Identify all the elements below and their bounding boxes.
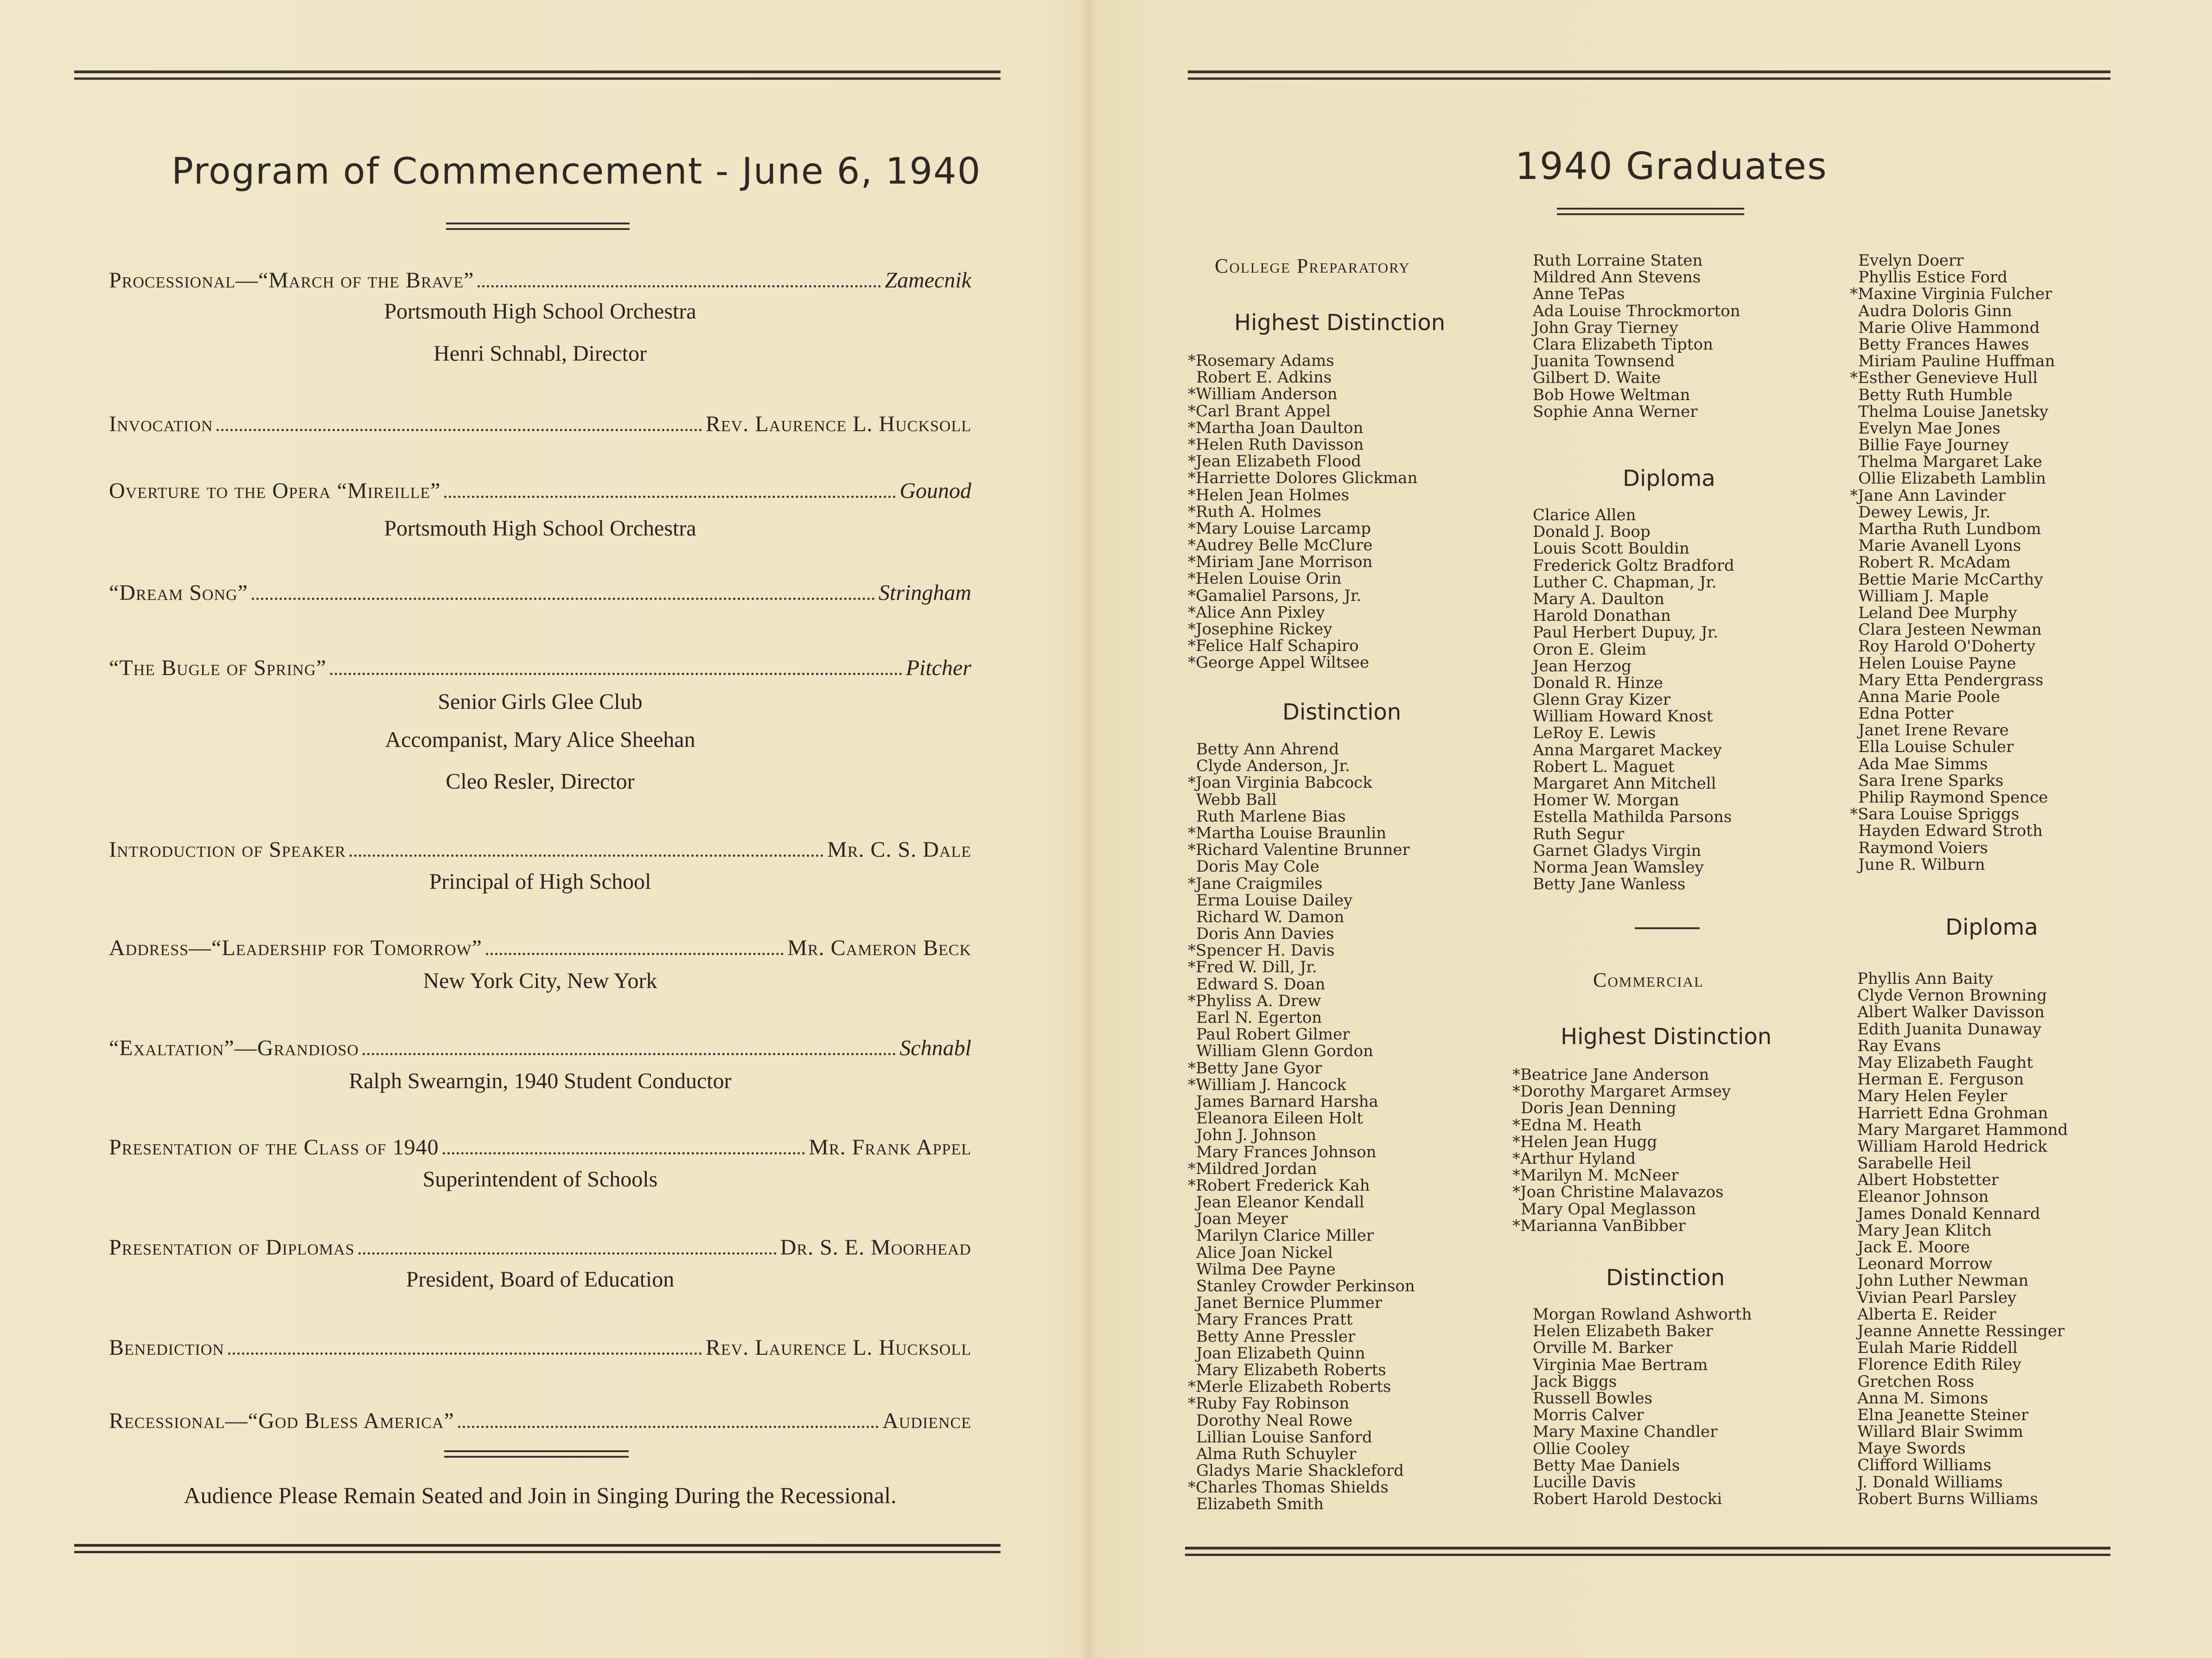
graduate-name: James Barnard Harsha	[1196, 1092, 1378, 1111]
program-item-title: Introduction of Speaker	[109, 837, 346, 862]
graduate-name: Helen Elizabeth Baker	[1533, 1322, 1713, 1341]
graduate-name: Mary Maxine Chandler	[1533, 1422, 1718, 1441]
graduate-name: Earl N. Egerton	[1196, 1008, 1322, 1027]
graduate-name: Alberta E. Reider	[1857, 1305, 1996, 1324]
dot-leader	[443, 1152, 805, 1154]
graduate-name: Vivian Pearl Parsley	[1857, 1288, 2017, 1307]
cp-highest-distinction-heading: Highest Distinction	[1234, 310, 1446, 336]
graduate-name: *Helen Jean Holmes	[1188, 485, 1350, 504]
bottom-rule-right	[1185, 1547, 2110, 1556]
graduate-name: Harold Donathan	[1533, 606, 1671, 625]
graduate-name: *Fred W. Dill, Jr.	[1188, 958, 1317, 977]
graduate-name: Betty Ann Ahrend	[1196, 740, 1339, 759]
graduate-name: *Helen Louise Orin	[1188, 569, 1342, 588]
graduate-name: John Gray Tierney	[1533, 318, 1678, 337]
graduate-name: Bettie Marie McCarthy	[1858, 570, 2043, 589]
graduate-name: *Merle Elizabeth Roberts	[1188, 1377, 1391, 1397]
graduate-name: *William J. Hancock	[1188, 1075, 1346, 1094]
graduate-name: *Ruby Fay Robinson	[1188, 1394, 1350, 1413]
program-item-performer: Zamecnik	[885, 268, 971, 293]
graduate-name: Ruth Lorraine Staten	[1533, 251, 1703, 270]
graduate-name: *Gamaliel Parsons, Jr.	[1188, 586, 1362, 605]
top-rule-left	[74, 70, 1001, 80]
graduate-name: Wilma Dee Payne	[1196, 1260, 1336, 1279]
graduate-name: Clifford Williams	[1857, 1456, 1992, 1475]
program-item-performer: Mr. Frank Appel	[809, 1135, 971, 1160]
graduate-name: Mary Margaret Hammond	[1857, 1120, 2068, 1139]
graduate-name: *Phyliss A. Drew	[1188, 991, 1321, 1010]
graduate-name: Paul Robert Gilmer	[1196, 1025, 1350, 1044]
graduate-name: Erma Louise Dailey	[1196, 891, 1353, 910]
graduate-name: Clyde Anderson, Jr.	[1196, 757, 1350, 776]
graduate-name: Billie Faye Journey	[1858, 436, 2009, 455]
graduate-name: Doris Ann Davies	[1196, 925, 1334, 944]
graduate-name: Juanita Townsend	[1533, 352, 1675, 371]
graduate-name: Oron E. Gleim	[1533, 640, 1647, 659]
graduate-name: Garnet Gladys Virgin	[1533, 841, 1702, 860]
graduate-name: *Alice Ann Pixley	[1188, 603, 1325, 622]
graduate-name: *Joan Christine Malavazos	[1512, 1183, 1724, 1202]
program-item-performer: Schnabl	[899, 1036, 971, 1060]
graduate-name: Bob Howe Weltman	[1533, 385, 1690, 404]
graduate-name: Betty Frances Hawes	[1858, 335, 2029, 354]
graduate-name: Albert Walker Davisson	[1857, 1003, 2045, 1022]
program-item-title: Presentation of Diplomas	[109, 1235, 355, 1260]
program-item-detail: New York City, New York	[423, 969, 657, 993]
dot-leader	[358, 1252, 777, 1255]
graduate-name: *Helen Ruth Davisson	[1188, 435, 1364, 454]
graduate-name: LeRoy E. Lewis	[1533, 724, 1656, 743]
com-distinction-heading: Distinction	[1606, 1265, 1725, 1291]
graduate-name: Leonard Morrow	[1857, 1255, 1993, 1274]
dot-leader	[330, 673, 902, 675]
program-item-performer: Stringham	[878, 580, 971, 605]
graduate-name: *Betty Jane Gyor	[1188, 1059, 1322, 1078]
program-item-detail: Accompanist, Mary Alice Sheehan	[385, 727, 695, 752]
graduate-name: William Harold Hedrick	[1857, 1137, 2047, 1156]
com-highest-distinction-heading: Highest Distinction	[1561, 1024, 1772, 1050]
graduate-name: Mildred Ann Stevens	[1533, 268, 1701, 287]
graduate-name: Mary Jean Klitch	[1857, 1221, 1992, 1240]
top-rule-right	[1188, 70, 2110, 80]
graduate-name: *Carl Brant Appel	[1188, 402, 1331, 421]
graduate-name: Joan Meyer	[1196, 1210, 1288, 1229]
cp-diploma-heading: Diploma	[1623, 466, 1715, 491]
graduate-name: Dorothy Neal Rowe	[1196, 1411, 1353, 1430]
graduate-name: *Robert Frederick Kah	[1188, 1176, 1370, 1195]
graduate-name: Alice Joan Nickel	[1196, 1243, 1333, 1262]
graduate-name: Estella Mathilda Parsons	[1533, 808, 1732, 827]
dot-leader	[350, 855, 823, 857]
graduate-name: Clara Elizabeth Tipton	[1533, 335, 1713, 354]
graduate-name: Donald R. Hinze	[1533, 673, 1664, 692]
program-row	[109, 1333, 971, 1360]
graduate-name: Elna Jeanette Steiner	[1857, 1405, 2029, 1424]
commercial-heading: Commercial	[1593, 969, 1704, 991]
graduate-name: Jack E. Moore	[1857, 1238, 1970, 1256]
graduate-name: *Martha Joan Daulton	[1188, 418, 1364, 437]
graduate-name: Martha Ruth Lundbom	[1858, 520, 2041, 538]
graduate-name: Phyllis Ann Baity	[1857, 969, 1994, 988]
graduate-name: Gretchen Ross	[1857, 1372, 1974, 1391]
graduate-name: Stanley Crowder Perkinson	[1196, 1277, 1415, 1295]
graduate-name: Russell Bowles	[1533, 1389, 1653, 1408]
title-rule-right	[1557, 208, 1744, 215]
graduate-name: Jean Eleanor Kendall	[1196, 1193, 1364, 1212]
graduate-name: Evelyn Mae Jones	[1858, 419, 2001, 438]
graduate-name: Morris Calver	[1533, 1406, 1644, 1425]
graduate-name: Orville M. Barker	[1533, 1339, 1673, 1358]
graduate-name: *Edna M. Heath	[1512, 1116, 1642, 1135]
graduate-name: *Josephine Rickey	[1188, 620, 1332, 638]
program-item-performer: Gounod	[899, 478, 971, 503]
graduate-name: Robert E. Adkins	[1196, 368, 1332, 387]
graduate-name: Helen Louise Payne	[1858, 654, 2016, 673]
graduate-name: Louis Scott Bouldin	[1533, 539, 1689, 558]
graduate-name: Florence Edith Riley	[1857, 1355, 2021, 1374]
program-item-detail: Portsmouth High School Orchestra	[384, 299, 696, 324]
graduate-name: Jean Herzog	[1533, 657, 1632, 676]
program-row	[109, 1132, 971, 1160]
graduate-name: *Spencer H. Davis	[1188, 941, 1335, 960]
graduate-name: Mary A. Daulton	[1533, 589, 1664, 608]
graduate-name: Ray Evans	[1857, 1036, 1941, 1055]
graduate-name: Anna Margaret Mackey	[1533, 740, 1722, 759]
graduate-name: Ada Mae Simms	[1858, 754, 1988, 773]
program-item-detail: Senior Girls Glee Club	[438, 689, 643, 714]
program-row	[109, 933, 971, 961]
cp-distinction-list	[1188, 741, 1415, 1513]
program-item-title: Recessional—“God Bless America”	[109, 1409, 454, 1433]
com-diploma-list	[1849, 970, 2068, 1507]
graduate-name: Mary Frances Pratt	[1196, 1310, 1353, 1329]
graduate-name: Anne TePas	[1533, 285, 1625, 304]
graduate-name: Ollie Elizabeth Lamblin	[1858, 469, 2046, 488]
graduate-name: *Jane Ann Lavinder	[1850, 486, 2006, 505]
graduate-name: Joan Elizabeth Quinn	[1196, 1344, 1365, 1363]
graduate-name: Elizabeth Smith	[1196, 1495, 1324, 1514]
graduate-name: Thelma Margaret Lake	[1858, 453, 2042, 472]
program-row	[109, 476, 971, 504]
program-title: Program of Commencement - June 6, 1940	[172, 151, 982, 192]
graduate-name: Donald J. Boop	[1533, 523, 1651, 542]
graduate-name: William Glenn Gordon	[1196, 1042, 1373, 1061]
dot-leader	[486, 953, 784, 955]
graduate-name: Edna Potter	[1858, 704, 1954, 723]
program-item-detail: Henri Schnabl, Director	[433, 341, 647, 366]
graduate-name: Mary Opal Meglasson	[1521, 1199, 1696, 1218]
graduate-name: June R. Wilburn	[1858, 855, 1985, 874]
program-row	[109, 1406, 971, 1434]
graduate-name: Robert R. McAdam	[1858, 553, 2011, 572]
closing-rule-left	[444, 1450, 629, 1458]
program-row	[109, 265, 971, 293]
graduate-name: Paul Herbert Dupuy, Jr.	[1533, 623, 1718, 642]
graduate-name: Marie Avanell Lyons	[1858, 536, 2021, 555]
graduate-name: Lucille Davis	[1533, 1473, 1636, 1492]
graduate-name: Betty Ruth Humble	[1858, 385, 2013, 404]
graduate-name: *Esther Genevieve Hull	[1850, 369, 2038, 388]
graduate-name: Ada Louise Throckmorton	[1533, 301, 1740, 320]
graduate-name: Mary Etta Pendergrass	[1858, 670, 2044, 689]
graduate-name: Robert Burns Williams	[1857, 1489, 2038, 1508]
dot-leader	[444, 496, 896, 498]
graduate-name: Harriett Edna Grohman	[1857, 1103, 2048, 1122]
graduate-name: *Joan Virginia Babcock	[1188, 773, 1372, 792]
graduate-name: Clyde Vernon Browning	[1857, 986, 2047, 1005]
program-item-detail: President, Board of Education	[406, 1267, 675, 1292]
program-item-title: Presentation of the Class of 1940	[109, 1135, 439, 1160]
program-item-detail: Ralph Swearngin, 1940 Student Conductor	[349, 1069, 732, 1093]
graduate-name: *Martha Louise Braunlin	[1188, 823, 1387, 842]
graduates-title: 1940 Graduates	[1515, 145, 1828, 188]
program-item-title: Processional—“March of the Brave”	[109, 268, 474, 293]
dot-leader	[458, 1426, 879, 1428]
graduate-name: Gladys Marie Shackleford	[1196, 1461, 1404, 1480]
cp-distinction-heading: Distinction	[1282, 699, 1402, 725]
graduate-name: Dewey Lewis, Jr.	[1858, 503, 1991, 522]
program-item-title: Address—“Leadership for Tomorrow”	[109, 936, 482, 960]
graduate-name: Edward S. Doan	[1196, 975, 1326, 994]
graduate-name: Marilyn Clarice Miller	[1196, 1226, 1374, 1245]
graduate-name: *Harriette Dolores Glickman	[1188, 469, 1418, 488]
graduate-name: Albert Hobstetter	[1857, 1171, 1999, 1190]
graduate-name: Lillian Louise Sanford	[1196, 1428, 1372, 1447]
graduate-name: Eleanor Johnson	[1857, 1187, 1989, 1206]
title-rule-left	[446, 223, 630, 230]
graduate-name: Leland Dee Murphy	[1858, 603, 2017, 622]
graduate-name: *Jean Elizabeth Flood	[1188, 452, 1361, 471]
graduate-name: Luther C. Chapman, Jr.	[1533, 573, 1717, 592]
program-item-performer: Dr. S. E. Moorhead	[780, 1235, 971, 1260]
graduate-name: *Mary Louise Larcamp	[1188, 519, 1371, 538]
graduate-name: Morgan Rowland Ashworth	[1533, 1305, 1752, 1324]
graduate-name: Audra Doloris Ginn	[1858, 301, 2012, 320]
graduate-name: Clarice Allen	[1533, 506, 1636, 524]
graduate-name: William Howard Knost	[1533, 707, 1713, 726]
program-item-performer: Pitcher	[905, 656, 971, 680]
graduate-name: Frederick Goltz Bradford	[1533, 556, 1734, 575]
program-item-performer: Mr. C. S. Dale	[827, 837, 971, 862]
graduate-name: *Mildred Jordan	[1188, 1159, 1317, 1178]
graduate-name: *Rosemary Adams	[1188, 351, 1334, 370]
graduate-name: May Elizabeth Faught	[1857, 1053, 2033, 1072]
graduate-name: Doris Jean Denning	[1521, 1099, 1677, 1118]
graduate-name: Ruth Segur	[1533, 824, 1625, 843]
graduate-name: Jack Biggs	[1533, 1372, 1617, 1391]
graduate-name: Roy Harold O'Doherty	[1858, 637, 2036, 656]
graduate-name: Mary Elizabeth Roberts	[1196, 1360, 1386, 1379]
program-item-title: “The Bugle of Spring”	[109, 656, 327, 680]
program-row	[109, 1033, 971, 1061]
graduate-name: *Maxine Virginia Fulcher	[1850, 285, 2053, 304]
graduate-name: *Felice Half Schapiro	[1188, 637, 1359, 656]
bottom-rule-left	[74, 1544, 1001, 1553]
graduate-name: Glenn Gray Kizer	[1533, 690, 1671, 709]
program-item-title: Invocation	[109, 412, 213, 436]
graduate-name: *Marilyn M. McNeer	[1512, 1166, 1679, 1185]
program-item-title: Benediction	[109, 1335, 224, 1360]
center-fold	[1080, 0, 1097, 1658]
graduate-name: *Marianna VanBibber	[1512, 1216, 1686, 1235]
program-item-performer: Rev. Laurence L. Hucksoll	[706, 1335, 971, 1360]
graduate-name: Webb Ball	[1196, 790, 1277, 809]
graduate-name: Ella Louise Schuler	[1858, 738, 2014, 757]
dot-leader	[478, 285, 881, 287]
graduate-name: *Sara Louise Spriggs	[1850, 805, 2020, 824]
graduate-name: *Beatrice Jane Anderson	[1512, 1065, 1709, 1084]
program-item-title: “Exaltation”—Grandioso	[109, 1036, 359, 1060]
graduate-name: Gilbert D. Waite	[1533, 369, 1661, 388]
program-item-title: “Dream Song”	[109, 580, 248, 605]
graduate-name: Mary Helen Feyler	[1857, 1087, 2008, 1106]
graduate-name: *Dorothy Margaret Armsey	[1512, 1082, 1731, 1101]
program-item-performer: Rev. Laurence L. Hucksoll	[706, 412, 971, 436]
program-item-detail: Superintendent of Schools	[422, 1167, 658, 1192]
graduate-name: Clara Jesteen Newman	[1858, 620, 2042, 639]
graduate-name: Robert Harold Destocki	[1533, 1490, 1722, 1509]
graduate-name: Anna M. Simons	[1857, 1389, 1989, 1408]
graduate-name: Homer W. Morgan	[1533, 791, 1679, 810]
graduate-name: J. Donald Williams	[1857, 1473, 2003, 1492]
program-row	[109, 409, 971, 437]
program-item-detail: Portsmouth High School Orchestra	[384, 516, 696, 541]
graduate-name: Ruth Marlene Bias	[1196, 807, 1346, 826]
com-distinction-list	[1524, 1306, 1752, 1507]
graduate-name: *Miriam Jane Morrison	[1188, 553, 1373, 572]
graduate-name: Sarabelle Heil	[1857, 1154, 1972, 1173]
graduate-name: Eulah Marie Riddell	[1857, 1339, 2018, 1358]
college-preparatory-heading: College Preparatory	[1215, 255, 1410, 277]
graduate-name: Marie Olive Hammond	[1858, 318, 2040, 337]
graduate-name: Herman E. Ferguson	[1857, 1070, 2024, 1089]
graduate-name: Maye Swords	[1857, 1439, 1966, 1458]
graduate-name: Sara Irene Sparks	[1858, 771, 2004, 790]
graduate-name: Ollie Cooley	[1533, 1439, 1630, 1458]
graduate-name: John J. Johnson	[1196, 1126, 1317, 1145]
cp-diploma-list	[1524, 507, 1734, 893]
graduate-name: Thelma Louise Janetsky	[1858, 402, 2048, 421]
graduate-name: *Richard Valentine Brunner	[1188, 841, 1410, 860]
graduate-name: *Ruth A. Holmes	[1188, 502, 1321, 521]
graduate-name: Eleanora Eileen Holt	[1196, 1109, 1363, 1128]
graduate-name: Betty Jane Wanless	[1533, 875, 1686, 894]
graduate-name: *Arthur Hyland	[1512, 1149, 1636, 1168]
program-row	[109, 578, 971, 606]
graduate-name: Janet Bernice Plummer	[1196, 1294, 1382, 1313]
graduate-name: Anna Marie Poole	[1858, 687, 2000, 706]
program-row	[109, 835, 971, 862]
dot-leader	[217, 429, 702, 431]
graduate-name: Raymond Voiers	[1858, 838, 1988, 857]
com-distinction-list-continued	[1850, 252, 2055, 873]
graduate-name: William J. Maple	[1858, 587, 1989, 606]
closing-note: Audience Please Remain Seated and Join in Singing During the Recessional.	[184, 1482, 897, 1508]
graduate-name: Doris May Cole	[1196, 857, 1320, 876]
com-highest-distinction-list	[1512, 1066, 1731, 1234]
cp-distinction-list-continued	[1524, 252, 1740, 420]
program-item-performer: Audience	[882, 1409, 971, 1433]
graduate-name: *William Anderson	[1188, 385, 1338, 404]
graduate-name: *Jane Craigmiles	[1188, 874, 1323, 893]
graduate-name: Philip Raymond Spence	[1858, 788, 2048, 807]
graduate-name: Richard W. Damon	[1196, 907, 1345, 926]
graduate-name: Alma Ruth Schuyler	[1196, 1444, 1357, 1463]
graduate-name: Mary Frances Johnson	[1196, 1142, 1377, 1161]
graduate-name: Janet Irene Revare	[1858, 721, 2009, 740]
graduate-name: Evelyn Doerr	[1858, 251, 1964, 270]
program-item-title: Overture to the Opera “Mireille”	[109, 478, 441, 503]
program-row	[109, 653, 971, 681]
dot-leader	[363, 1053, 896, 1055]
graduate-name: Hayden Edward Stroth	[1858, 822, 2043, 841]
graduate-name: Edith Juanita Dunaway	[1857, 1020, 2042, 1039]
graduate-name: *Audrey Belle McClure	[1188, 536, 1373, 555]
graduate-name: Sophie Anna Werner	[1533, 402, 1698, 421]
graduate-name: Margaret Ann Mitchell	[1533, 774, 1716, 793]
section-divider	[1635, 927, 1700, 929]
graduate-name: Betty Mae Daniels	[1533, 1456, 1680, 1475]
graduate-name: Willard Blair Swimm	[1857, 1422, 2023, 1441]
graduate-name: *George Appel Wiltsee	[1188, 653, 1370, 672]
graduate-name: Miriam Pauline Huffman	[1858, 352, 2055, 371]
graduate-name: James Donald Kennard	[1857, 1204, 2040, 1223]
graduate-name: Jeanne Annette Ressinger	[1857, 1321, 2065, 1340]
graduate-name: *Helen Jean Hugg	[1512, 1132, 1657, 1151]
program-item-detail: Principal of High School	[429, 869, 651, 894]
graduate-name: Virginia Mae Bertram	[1533, 1355, 1708, 1374]
program-item-performer: Mr. Cameron Beck	[787, 936, 971, 960]
graduate-name: Robert L. Maguet	[1533, 757, 1675, 776]
program-item-detail: Cleo Resler, Director	[446, 769, 635, 794]
graduate-name: Betty Anne Pressler	[1196, 1327, 1356, 1346]
graduate-name: *Charles Thomas Shields	[1188, 1478, 1389, 1497]
graduate-name: John Luther Newman	[1857, 1271, 2029, 1290]
graduate-name: Phyllis Estice Ford	[1858, 268, 2008, 287]
cp-highest-distinction-list	[1188, 352, 1417, 671]
com-diploma-heading: Diploma	[1945, 914, 2038, 940]
dot-leader	[252, 598, 875, 600]
program-row	[109, 1232, 971, 1260]
dot-leader	[228, 1352, 702, 1355]
graduate-name: Norma Jean Wamsley	[1533, 858, 1704, 877]
